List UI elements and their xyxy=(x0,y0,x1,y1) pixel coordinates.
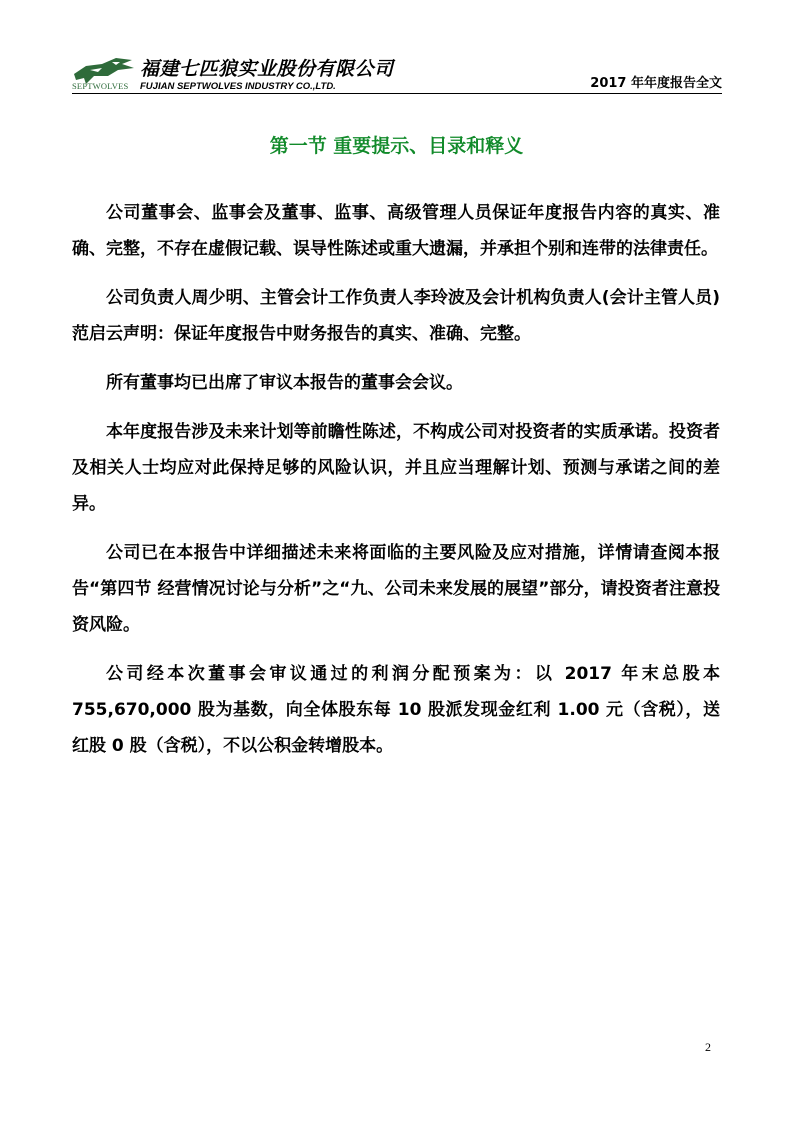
page-number: 2 xyxy=(705,1040,711,1054)
section-title: 第一节 重要提示、目录和释义 xyxy=(269,135,524,157)
paragraph-board-attendance: 所有董事均已出席了审议本报告的董事会会议。 xyxy=(106,373,463,393)
paragraph-forward-looking: 本年度报告涉及未来计划等前瞻性陈述，不构成公司对投资者的实质承诺。投资者及相关人士均应对此保持足够的风险认识，并且应当理解计划、预测与承诺之间的差异。 xyxy=(72,422,720,514)
paragraph-financial-statement: 公司负责人周少明、主管会计工作负责人李玲波及会计机构负责人(会计主管人员)范启云声明：保证年度报告中财务报告的真实、准确、完整。 xyxy=(72,288,720,344)
page-header xyxy=(72,50,722,92)
brand-name: SEPTWOLVES xyxy=(72,81,129,91)
paragraph-dividend: 公司经本次董事会审议通过的利润分配预案为：以 2017 年末总股本755,670,000 股为基数，向全体股东每 10 股派发现金红利 1.00 元（含税），送红股 0 股（含税），不以公积金转增股本。 xyxy=(72,664,720,756)
paragraph-responsibility: 公司董事会、监事会及董事、监事、高级管理人员保证年度报告内容的真实、准确、完整，不存在虚假记载、误导性陈述或重大遗漏，并承担个别和连带的法律责任。 xyxy=(72,203,720,259)
body-text xyxy=(72,195,720,777)
paragraph-risk: 公司已在本报告中详细描述未来将面临的主要风险及应对措施，详情请查阅本报告“第四节 经营情况讨论与分析”之“九、公司未来发展的展望”部分，请投资者注意投资风险。 xyxy=(72,543,720,635)
company-name-en: FUJIAN SEPTWOLVES INDUSTRY CO.,LTD. xyxy=(140,81,336,92)
header-divider xyxy=(72,93,722,94)
report-title: 2017 年年度报告全文 xyxy=(590,76,722,91)
company-name-cn: 福建七匹狼实业股份有限公司 xyxy=(140,58,394,80)
